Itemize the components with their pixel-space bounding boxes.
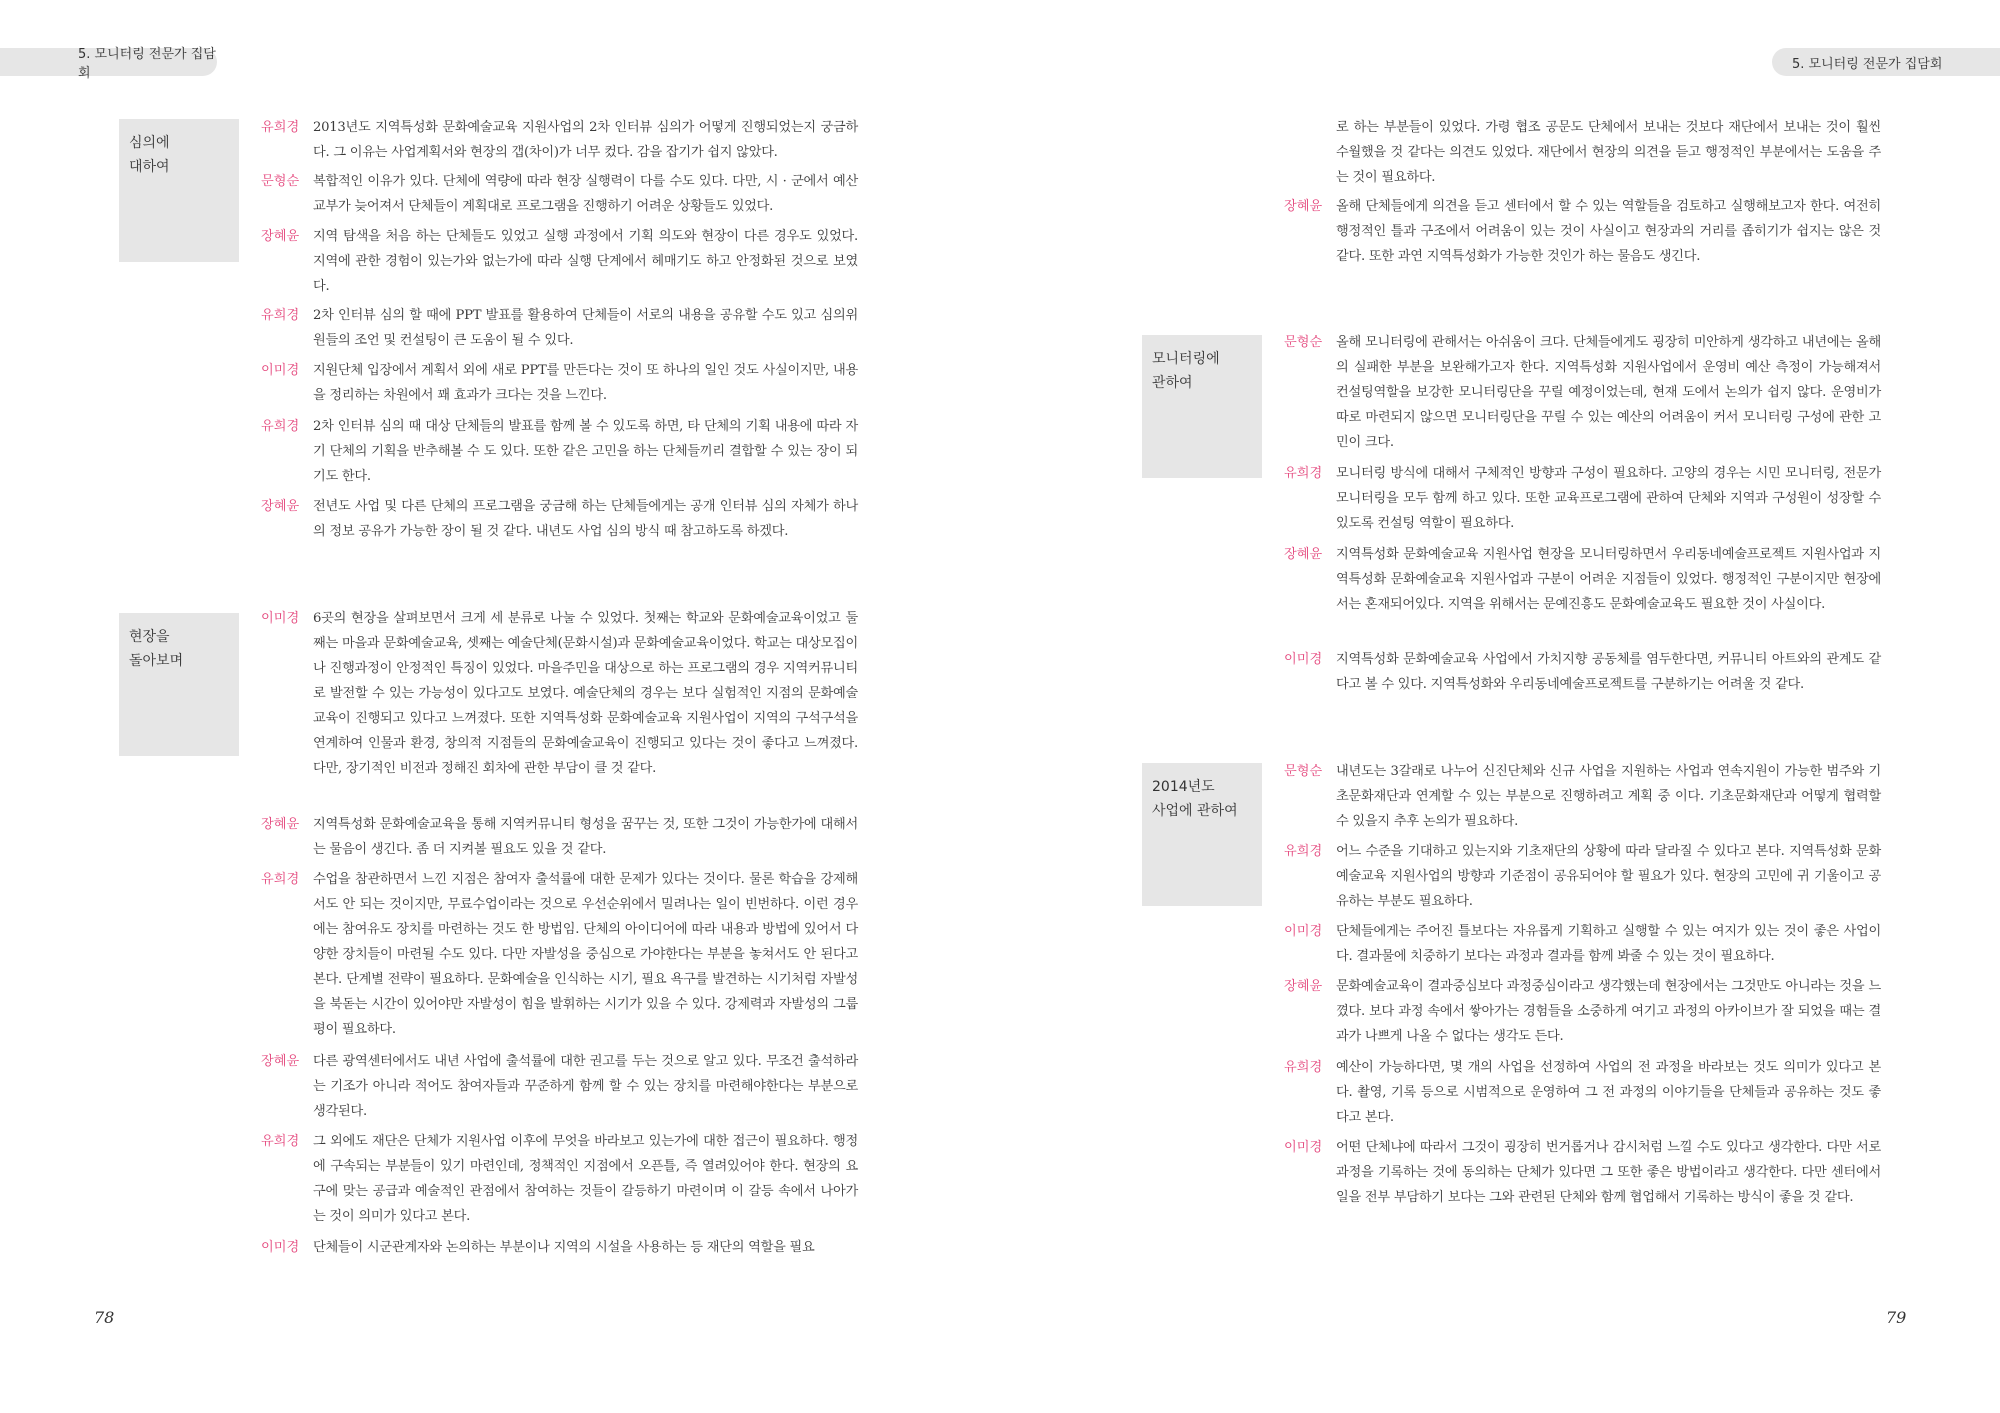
dialogue-text: 2013년도 지역특성화 문화예술교육 지원사업의 2차 인터뷰 심의가 어떻게 진행되었는지 궁금하다. 그 이유는 사업계획서와 현장의 갭(차이)가 너무 컸다. 감을 잡기가 쉽지 않았다. [313,120,858,160]
dialogue-entry [261,115,858,165]
running-header-left-text: 5. 모니터링 전문가 집담회 [78,47,216,81]
dialogue-text: 그 외에도 재단은 단체가 지원사업 이후에 무엇을 바라보고 있는가에 대한 접근이 필요하다. 행정에 구속되는 부분들이 있기 마련인데, 정책적인 지점에서 오픈틀, 즉 열려있어야 한다. 현장의 요구에 맞는 공급과 예술적인 관점에서 참여하는 것들이 갈등하기 마련이며 이 갈등 속에서 나아가는 것이 의미가 있다고 본다. [313,1134,858,1224]
dialogue-text: 예산이 가능하다면, 몇 개의 사업을 선정하여 사업의 전 과정을 바라보는 것도 의미가 있다고 본다. 촬영, 기록 등으로 시범적으로 운영하여 그 전 과정의 이야기들을 단체들과 공유하는 것도 좋다고 본다. [1336,1060,1881,1125]
dialogue-text: 지역특성화 문화예술교육 지원사업 현장을 모니터링하면서 우리동네예술프로젝트 지원사업과 지역특성화 문화예술교육 지원사업과 구분이 어려운 지점들이 있었다. 행정적인 구분이지만 현장에서는 혼재되어있다. 지역을 위해서는 문예진흥도 문화예술교육도 필요한 것이 사실이다. [1336,547,1881,612]
dialogue-entry [1284,1055,1881,1130]
speaker-name: 장혜윤 [261,1054,300,1069]
running-header-left [0,47,217,81]
dialogue-entry [1284,1135,1881,1210]
speaker-name: 유희경 [1284,844,1323,859]
dialogue-text: 로 하는 부분들이 있었다. 가령 협조 공문도 단체에서 보내는 것보다 재단에서 보내는 것이 훨씬 수월했을 것 같다는 의견도 있었다. 재단에서 현장의 의견을 듣고 행정적인 부분에서는 도움을 주는 것이 필요하다. [1336,120,1881,185]
speaker-name: 장혜윤 [261,817,300,832]
section-label-2014-business [1142,763,1262,906]
dialogue-entry [1284,759,1881,834]
dialogue-entry [1284,115,1881,190]
dialogue-text: 지원단체 입장에서 계획서 외에 새로 PPT를 만든다는 것이 또 하나의 일인 것도 사실이지만, 내용을 정리하는 차원에서 꽤 효과가 크다는 것을 느낀다. [313,363,858,403]
dialogue-text: 2차 인터뷰 심의 할 때에 PPT 발표를 활용하여 단체들이 서로의 내용을 공유할 수도 있고 심의위원들의 조언 및 컨설팅이 큰 도움이 될 수 있다. [313,308,858,348]
speaker-name: 장혜윤 [1284,547,1323,562]
dialogue-text: 올해 모니터링에 관해서는 아쉬움이 크다. 단체들에게도 굉장히 미안하게 생각하고 내년에는 올해의 실패한 부분을 보완해가고자 한다. 지역특성화 지원사업에서 운영비 예산 측정이 가능해져서 컨설팅역할을 보강한 모니터링단을 꾸릴 예정이었는데, 현재 도에서 논의가 쉽지 않다. 운영비가 따로 마련되지 않으면 모니터링단을 꾸릴 수 있는 예산의 어려움이 커서 모니터링 구성에 관한 고민이 크다. [1336,335,1881,450]
speaker-name: 이미경 [261,363,300,378]
dialogue-text: 전년도 사업 및 다른 단체의 프로그램을 궁금해 하는 단체들에게는 공개 인터뷰 심의 자체가 하나의 정보 공유가 가능한 장이 될 것 같다. 내년도 사업 심의 방식 때 참고하도록 하겠다. [313,499,858,539]
running-header-right [1772,48,2000,76]
dialogue-entry [261,414,858,489]
dialogue-text: 복합적인 이유가 있다. 단체에 역량에 따라 현장 실행력이 다를 수도 있다. 다만, 시 · 군에서 예산교부가 늦어져서 단체들이 계획대로 프로그램을 진행하기 어려운 상황들도 있었다. [313,174,858,214]
speaker-name: 문형순 [261,174,300,189]
speaker-name: 유희경 [261,1134,300,1149]
speaker-name: 유희경 [261,419,300,434]
speaker-name: 이미경 [1284,1140,1323,1155]
page-number-right: 79 [1886,1308,1907,1327]
dialogue-text: 문화예술교육이 결과중심보다 과정중심이라고 생각했는데 현장에서는 그것만도 아니라는 것을 느꼈다. 보다 과정 속에서 쌓아가는 경험들을 소중하게 여기고 과정의 아카이브가 잘 되었을 때는 결과가 나쁘게 나올 수 없다는 생각도 든다. [1336,979,1881,1044]
dialogue-text: 지역 탐색을 처음 하는 단체들도 있었고 실행 과정에서 기획 의도와 현장이 다른 경우도 있었다. 지역에 관한 경험이 있는가와 없는가에 따라 실행 단계에서 헤매기도 하고 안정화된 것으로 보였다. [313,229,858,294]
speaker-name: 유희경 [261,308,300,323]
dialogue-text: 내년도는 3갈래로 나누어 신진단체와 신규 사업을 지원하는 사업과 연속지원이 가능한 범주와 기초문화재단과 연계할 수 있는 부분으로 진행하려고 계획 중 이다. 기초문화재단과 어떻게 협력할 수 있을지 추후 논의가 필요하다. [1336,764,1881,829]
dialogue-text: 어떤 단체냐에 따라서 그것이 굉장히 번거롭거나 감시처럼 느낄 수도 있다고 생각한다. 다만 서로 과정을 기록하는 것에 동의하는 단체가 있다면 그 또한 좋은 방법이라고 생각한다. 다만 센터에서 일을 전부 부담하기 보다는 그와 관련된 단체와 함께 협업해서 기록하는 방식이 좋을 것 같다. [1336,1140,1881,1205]
dialogue-text: 어느 수준을 기대하고 있는지와 기초재단의 상황에 따라 달라질 수 있다고 본다. 지역특성화 문화예술교육 지원사업의 방향과 기준점이 공유되어야 할 필요가 있다. 현장의 고민에 귀 기울이고 공유하는 부분도 필요하다. [1336,844,1881,909]
speaker-name: 문형순 [1284,335,1323,350]
dialogue-text: 6곳의 현장을 살펴보면서 크게 세 분류로 나눌 수 있었다. 첫째는 학교와 문화예술교육이었고 둘째는 마을과 문화예술교육, 셋째는 예술단체(문화시설)과 문화예술교육이었다. 학교는 대상모집이나 진행과정이 안정적인 특징이 있었다. 마을주민을 대상으로 하는 프로그램의 경우 지역커뮤니티로 발전할 수 있는 가능성이 있다고도 보였다. 예술단체의 경우는 보다 실험적인 지점의 문화예술교육이 진행되고 있다고 느껴졌다. 또한 지역특성화 문화예술교육 지원사업이 지역의 구석구석을 연계하여 인물과 환경, 창의적 지점들의 문화예술교육이 진행되고 있다는 것이 좋다고 느껴졌다. 다만, 장기적인 비전과 정해진 회차에 관한 부담이 클 것 같다. [313,611,858,776]
dialogue-text: 2차 인터뷰 심의 때 대상 단체들의 발표를 함께 볼 수 있도록 하면, 타 단체의 기획 내용에 따라 자기 단체의 기획을 반추해볼 수 도 있다. 또한 같은 고민을 하는 단체들끼리 결합할 수 있는 장이 되기도 한다. [313,419,858,484]
dialogue-entry [261,224,858,299]
dialogue-text: 단체들이 시군관계자와 논의하는 부분이나 지역의 시설을 사용하는 등 재단의 역할을 필요 [313,1240,815,1255]
dialogue-entry [1284,330,1881,455]
speaker-name: 장혜윤 [261,229,300,244]
speaker-name: 이미경 [261,611,300,626]
section-label-field-visit [119,613,239,756]
speaker-name: 이미경 [1284,652,1323,667]
dialogue-entry [261,303,858,353]
dialogue-text: 지역특성화 문화예술교육을 통해 지역커뮤니티 형성을 꿈꾸는 것, 또한 그것이 가능한가에 대해서는 물음이 생긴다. 좀 더 지켜볼 필요도 있을 것 같다. [313,817,858,857]
dialogue-entry [1284,839,1881,914]
running-header-right-text: 5. 모니터링 전문가 집담회 [1792,56,1943,72]
speaker-name: 장혜윤 [1284,979,1323,994]
dialogue-entry [261,1049,858,1124]
speaker-name: 유희경 [1284,1060,1323,1075]
speaker-name: 유희경 [1284,466,1323,481]
section-label-deliberation [119,119,239,262]
section-label-monitoring [1142,335,1262,478]
speaker-name: 장혜윤 [261,499,300,514]
dialogue-entry [261,867,858,1042]
section-title: 2014년도 사업에 관하여 [1152,779,1238,819]
speaker-name: 유희경 [261,120,300,135]
section-title: 모니터링에 관하여 [1152,351,1220,391]
dialogue-entry [1284,542,1881,617]
dialogue-entry [1284,974,1881,1049]
dialogue-text: 수업을 참관하면서 느낀 지점은 참여자 출석률에 대한 문제가 있다는 것이다. 물론 학습을 강제해서도 안 되는 것이지만, 무료수업이라는 것으로 우선순위에서 밀려나는 일이 빈번하다. 이런 경우에는 참여유도 장치를 마련하는 것도 한 방법임. 단체의 아이디어에 따라 내용과 방법에 있어서 다양한 장치들이 마련될 수도 있다. 다만 자발성을 중심으로 가야한다는 부분을 놓쳐서도 안 된다고 본다. 단계별 전략이 필요하다. 문화예술을 인식하는 시기, 필요 욕구를 발견하는 시기처럼 자발성을 북돋는 시간이 있어야만 자발성이 힘을 발휘하는 시기가 있을 수 있다. 강제력과 자발성의 그룹 평이 필요하다. [313,872,858,1037]
dialogue-entry [261,494,858,544]
dialogue-text: 모니터링 방식에 대해서 구체적인 방향과 구성이 필요하다. 고양의 경우는 시민 모니터링, 전문가 모니터링을 모두 함께 하고 있다. 또한 교육프로그램에 관하여 단체와 지역과 구성원이 성장할 수 있도록 컨설팅 역할이 필요하다. [1336,466,1881,531]
dialogue-text: 단체들에게는 주어진 틀보다는 자유롭게 기획하고 실행할 수 있는 여지가 있는 것이 좋은 사업이다. 결과물에 치중하기 보다는 과정과 결과를 함께 봐줄 수 있는 것이 필요하다. [1336,924,1881,964]
dialogue-entry [261,169,858,219]
speaker-name: 유희경 [261,872,300,887]
page-number-left: 78 [94,1308,115,1327]
dialogue-entry [1284,461,1881,536]
dialogue-entry [1284,194,1881,269]
dialogue-entry [1284,919,1881,969]
speaker-name [1284,115,1336,190]
dialogue-text: 지역특성화 문화예술교육 사업에서 가치지향 공동체를 염두한다면, 커뮤니티 아트와의 관계도 같다고 볼 수 있다. 지역특성화와 우리동네예술프로젝트를 구분하기는 어려울 것 같다. [1336,652,1881,692]
dialogue-entry [261,606,858,781]
dialogue-text: 다른 광역센터에서도 내년 사업에 출석률에 대한 권고를 두는 것으로 알고 있다. 무조건 출석하라는 기조가 아니라 적어도 참여자들과 꾸준하게 함께 할 수 있는 장치를 마련해야한다는 부분으로 생각된다. [313,1054,858,1119]
dialogue-entry [261,1235,858,1260]
speaker-name: 장혜윤 [1284,199,1323,214]
dialogue-text: 올해 단체들에게 의견을 듣고 센터에서 할 수 있는 역할들을 검토하고 실행해보고자 한다. 여전히 행정적인 틀과 구조에서 어려움이 있는 것이 사실이고 현장과의 거리를 좁히기가 쉽지는 않은 것 같다. 또한 과연 지역특성화가 가능한 것인가 하는 물음도 생긴다. [1336,199,1881,264]
speaker-name: 문형순 [1284,764,1323,779]
speaker-name: 이미경 [1284,924,1323,939]
dialogue-entry [1284,647,1881,697]
dialogue-entry [261,1129,858,1229]
section-title: 현장을 돌아보며 [129,629,184,669]
section-title: 심의에 대하여 [129,135,170,175]
dialogue-entry [261,812,858,862]
dialogue-entry [261,358,858,408]
speaker-name: 이미경 [261,1240,300,1255]
